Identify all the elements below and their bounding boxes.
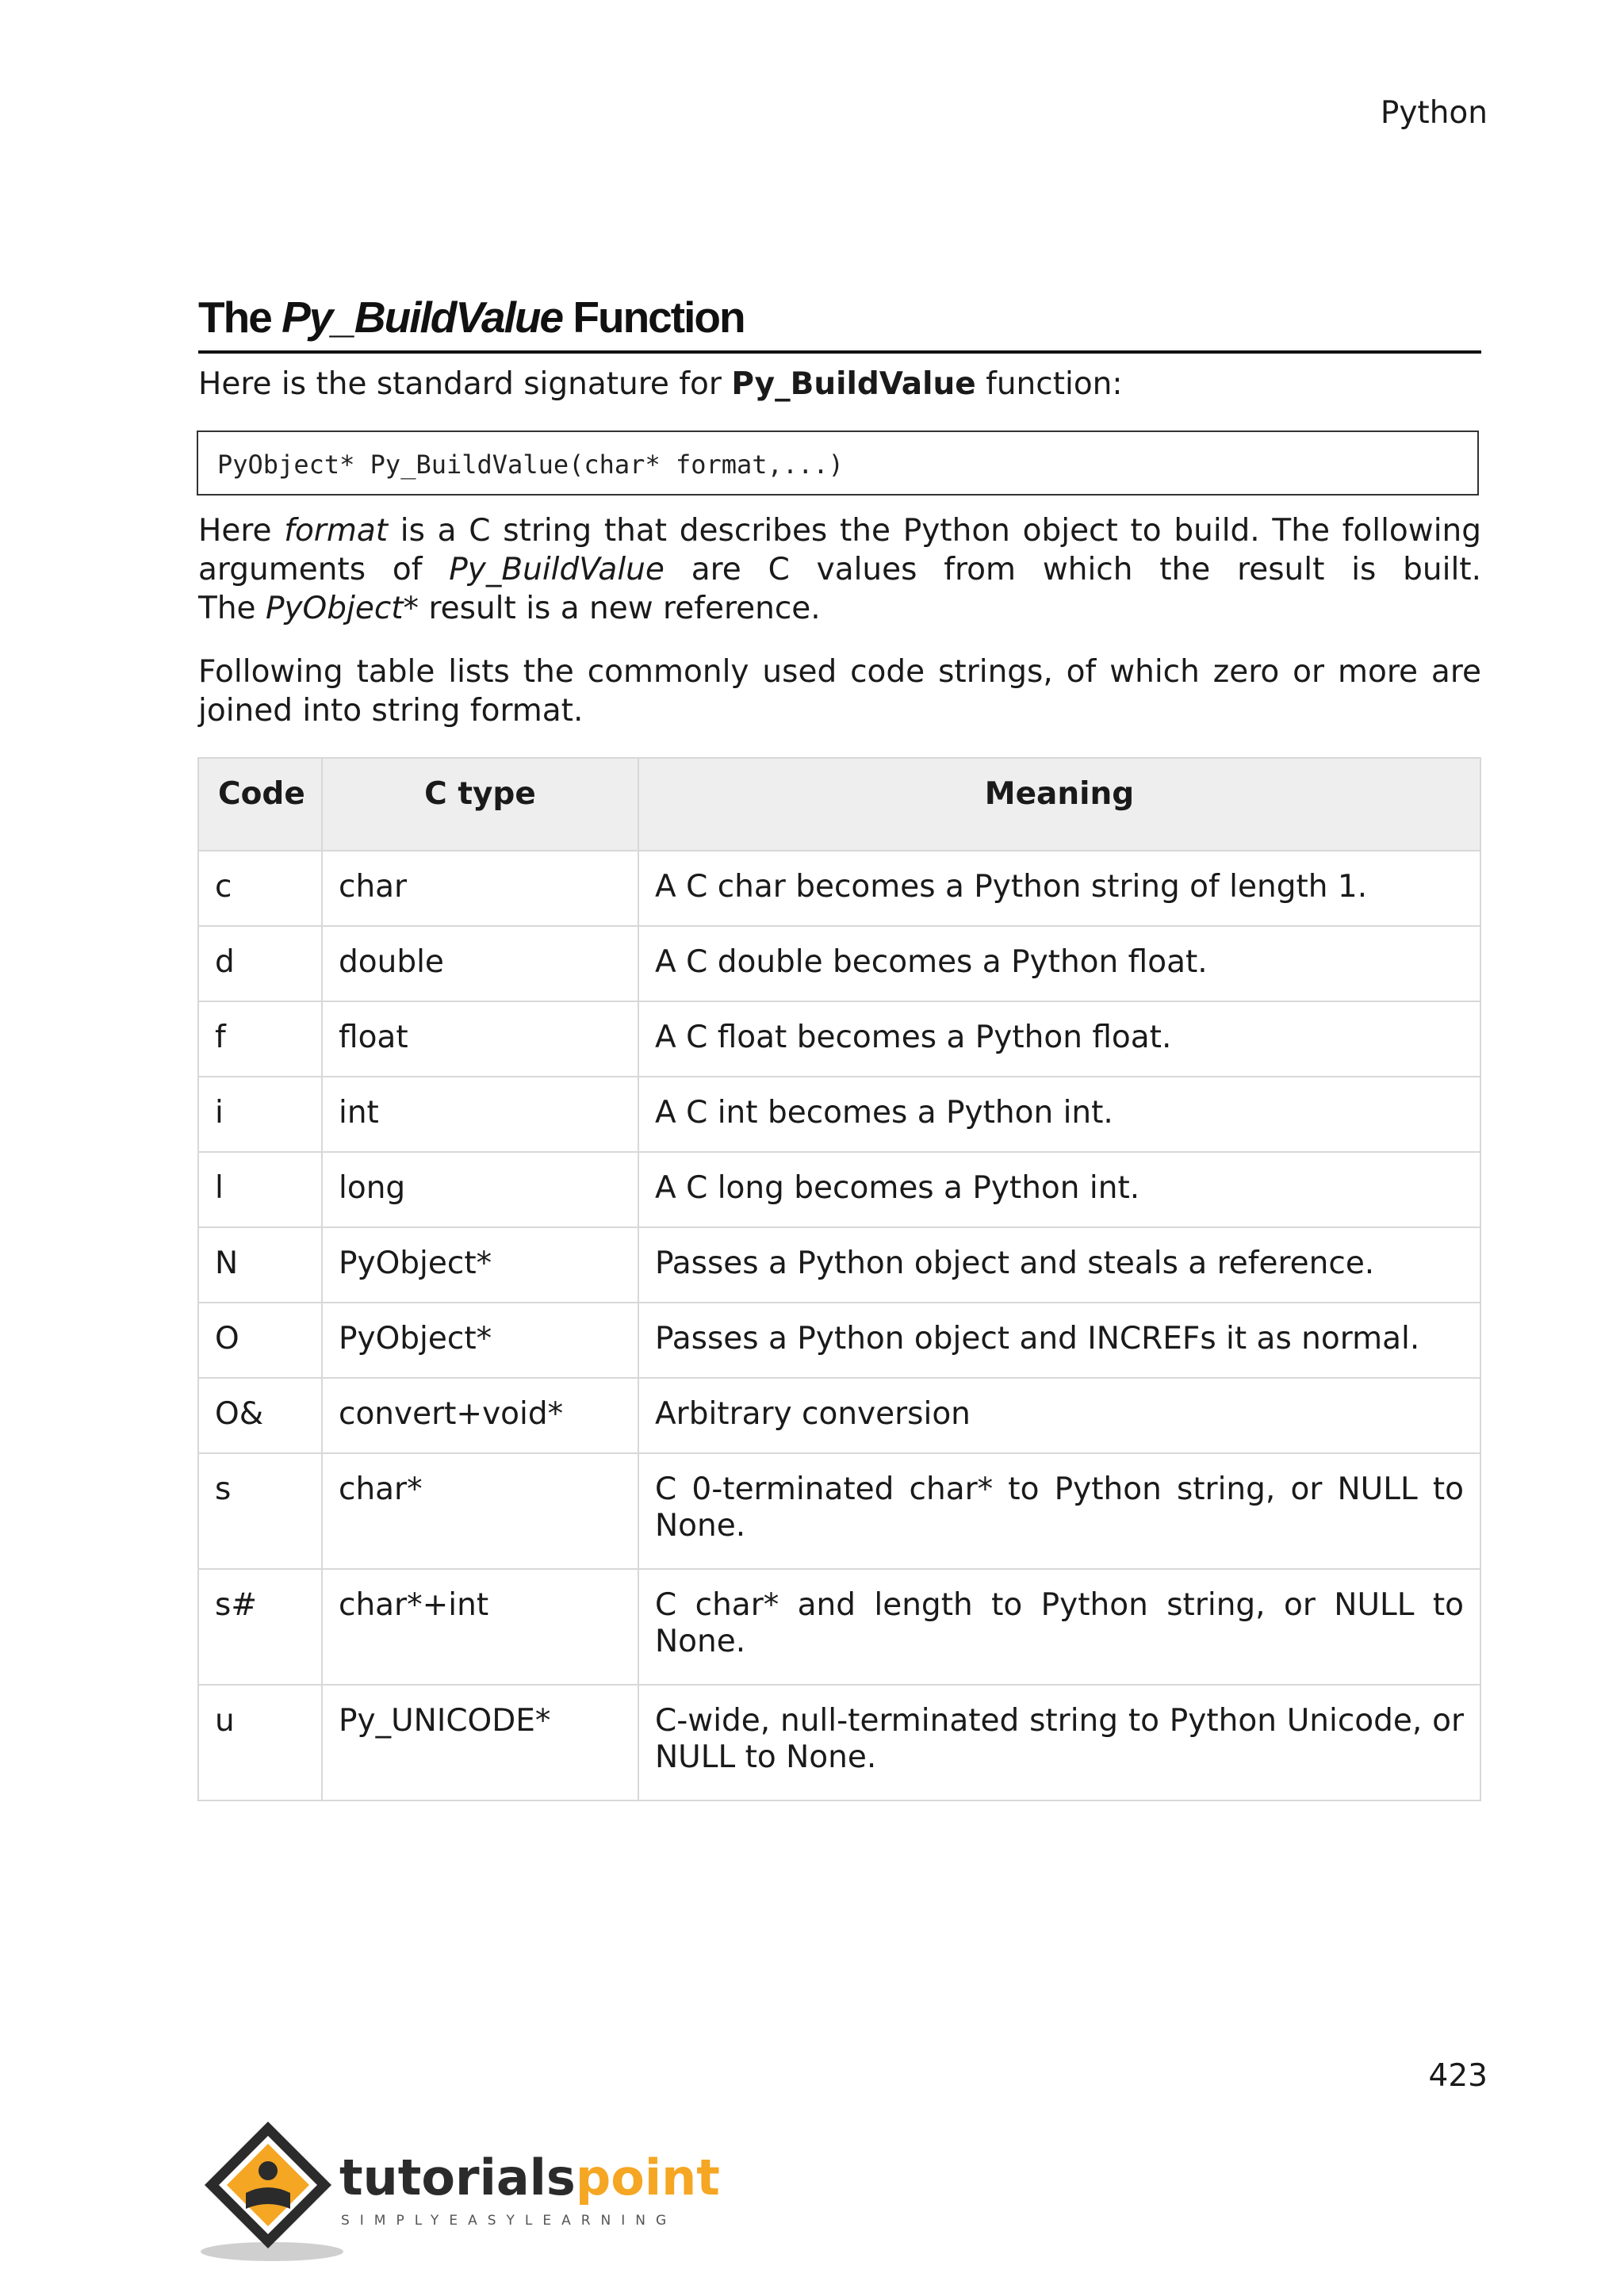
cell-meaning: A C int becomes a Python int. xyxy=(638,1077,1480,1152)
cell-ctype: Py_UNICODE* xyxy=(322,1685,638,1800)
cell-ctype: char xyxy=(322,851,638,926)
logo-tagline: SIMPLYEASYLEARNING xyxy=(341,2213,677,2229)
cell-ctype: convert+void* xyxy=(322,1378,638,1453)
table-intro-paragraph: Following table lists the commonly used code strings, of which zero or more are joined into string format. xyxy=(198,654,1481,729)
cell-meaning: Passes a Python object and INCREFs it as normal. xyxy=(638,1303,1480,1378)
column-header-ctype: C type xyxy=(322,758,638,851)
table-row xyxy=(198,1227,1480,1303)
cell-meaning: Passes a Python object and steals a reference. xyxy=(638,1227,1480,1303)
cell-meaning: C char* and length to Python string, or NULL to None. xyxy=(638,1569,1480,1685)
cell-meaning: A C float becomes a Python float. xyxy=(638,1001,1480,1077)
cell-ctype: char*+int xyxy=(322,1569,638,1685)
table-row xyxy=(198,851,1480,926)
format-codes-table xyxy=(197,757,1481,1801)
cell-ctype: PyObject* xyxy=(322,1227,638,1303)
description-paragraph xyxy=(198,511,1481,628)
description-line: The PyObject* result is a new reference. xyxy=(198,591,821,626)
cell-code: s xyxy=(198,1453,322,1569)
intro-text: Here is the standard signature for Py_BuildValue function: xyxy=(198,366,1123,402)
cell-ctype: float xyxy=(322,1001,638,1077)
table-row xyxy=(198,1077,1480,1152)
cell-code: i xyxy=(198,1077,322,1152)
tutorialspoint-logo xyxy=(197,2115,720,2266)
section-title: The Py_BuildValue Function xyxy=(198,292,1481,354)
code-signature-box xyxy=(197,430,1479,496)
cell-meaning: A C long becomes a Python int. xyxy=(638,1152,1480,1227)
code-signature: PyObject* Py_BuildValue(char* format,...) xyxy=(217,450,844,480)
logo-graphic xyxy=(197,2115,720,2266)
table-row xyxy=(198,1685,1480,1800)
column-header-code: Code xyxy=(198,758,322,851)
cell-code: f xyxy=(198,1001,322,1077)
table-row xyxy=(198,926,1480,1001)
table-row xyxy=(198,1303,1480,1378)
cell-code: c xyxy=(198,851,322,926)
description-line: Here format is a C string that describes the Python object to build. The following xyxy=(198,513,1481,549)
cell-meaning: A C double becomes a Python float. xyxy=(638,926,1480,1001)
cell-code: O xyxy=(198,1303,322,1378)
cell-ctype: PyObject* xyxy=(322,1303,638,1378)
cell-meaning: C 0-terminated char* to Python string, or NULL to None. xyxy=(638,1453,1480,1569)
cell-meaning: A C char becomes a Python string of length 1. xyxy=(638,851,1480,926)
cell-meaning: Arbitrary conversion xyxy=(638,1378,1480,1453)
table-header-row xyxy=(198,758,1480,851)
cell-ctype: char* xyxy=(322,1453,638,1569)
cell-meaning: C-wide, null-terminated string to Python Unicode, or NULL to None. xyxy=(638,1685,1480,1800)
logo-wordmark: tutorialspoint xyxy=(339,2149,720,2206)
intro-function-name: Py_BuildValue xyxy=(731,366,976,402)
page-number: 423 xyxy=(1428,2058,1488,2094)
running-header: Python xyxy=(1380,95,1488,131)
cell-ctype: double xyxy=(322,926,638,1001)
column-header-meaning: Meaning xyxy=(638,758,1480,851)
cell-code: s# xyxy=(198,1569,322,1685)
cell-code: l xyxy=(198,1152,322,1227)
cell-code: N xyxy=(198,1227,322,1303)
cell-code: O& xyxy=(198,1378,322,1453)
cell-ctype: long xyxy=(322,1152,638,1227)
section-title-function-name: Py_BuildValue xyxy=(282,293,563,342)
table-row xyxy=(198,1001,1480,1077)
table-row xyxy=(198,1569,1480,1685)
description-line: arguments of Py_BuildValue are C values from which the result is built. xyxy=(198,552,1481,587)
cell-ctype: int xyxy=(322,1077,638,1152)
cell-code: d xyxy=(198,926,322,1001)
table-row xyxy=(198,1152,1480,1227)
table-row xyxy=(198,1378,1480,1453)
cell-code: u xyxy=(198,1685,322,1800)
table-row xyxy=(198,1453,1480,1569)
